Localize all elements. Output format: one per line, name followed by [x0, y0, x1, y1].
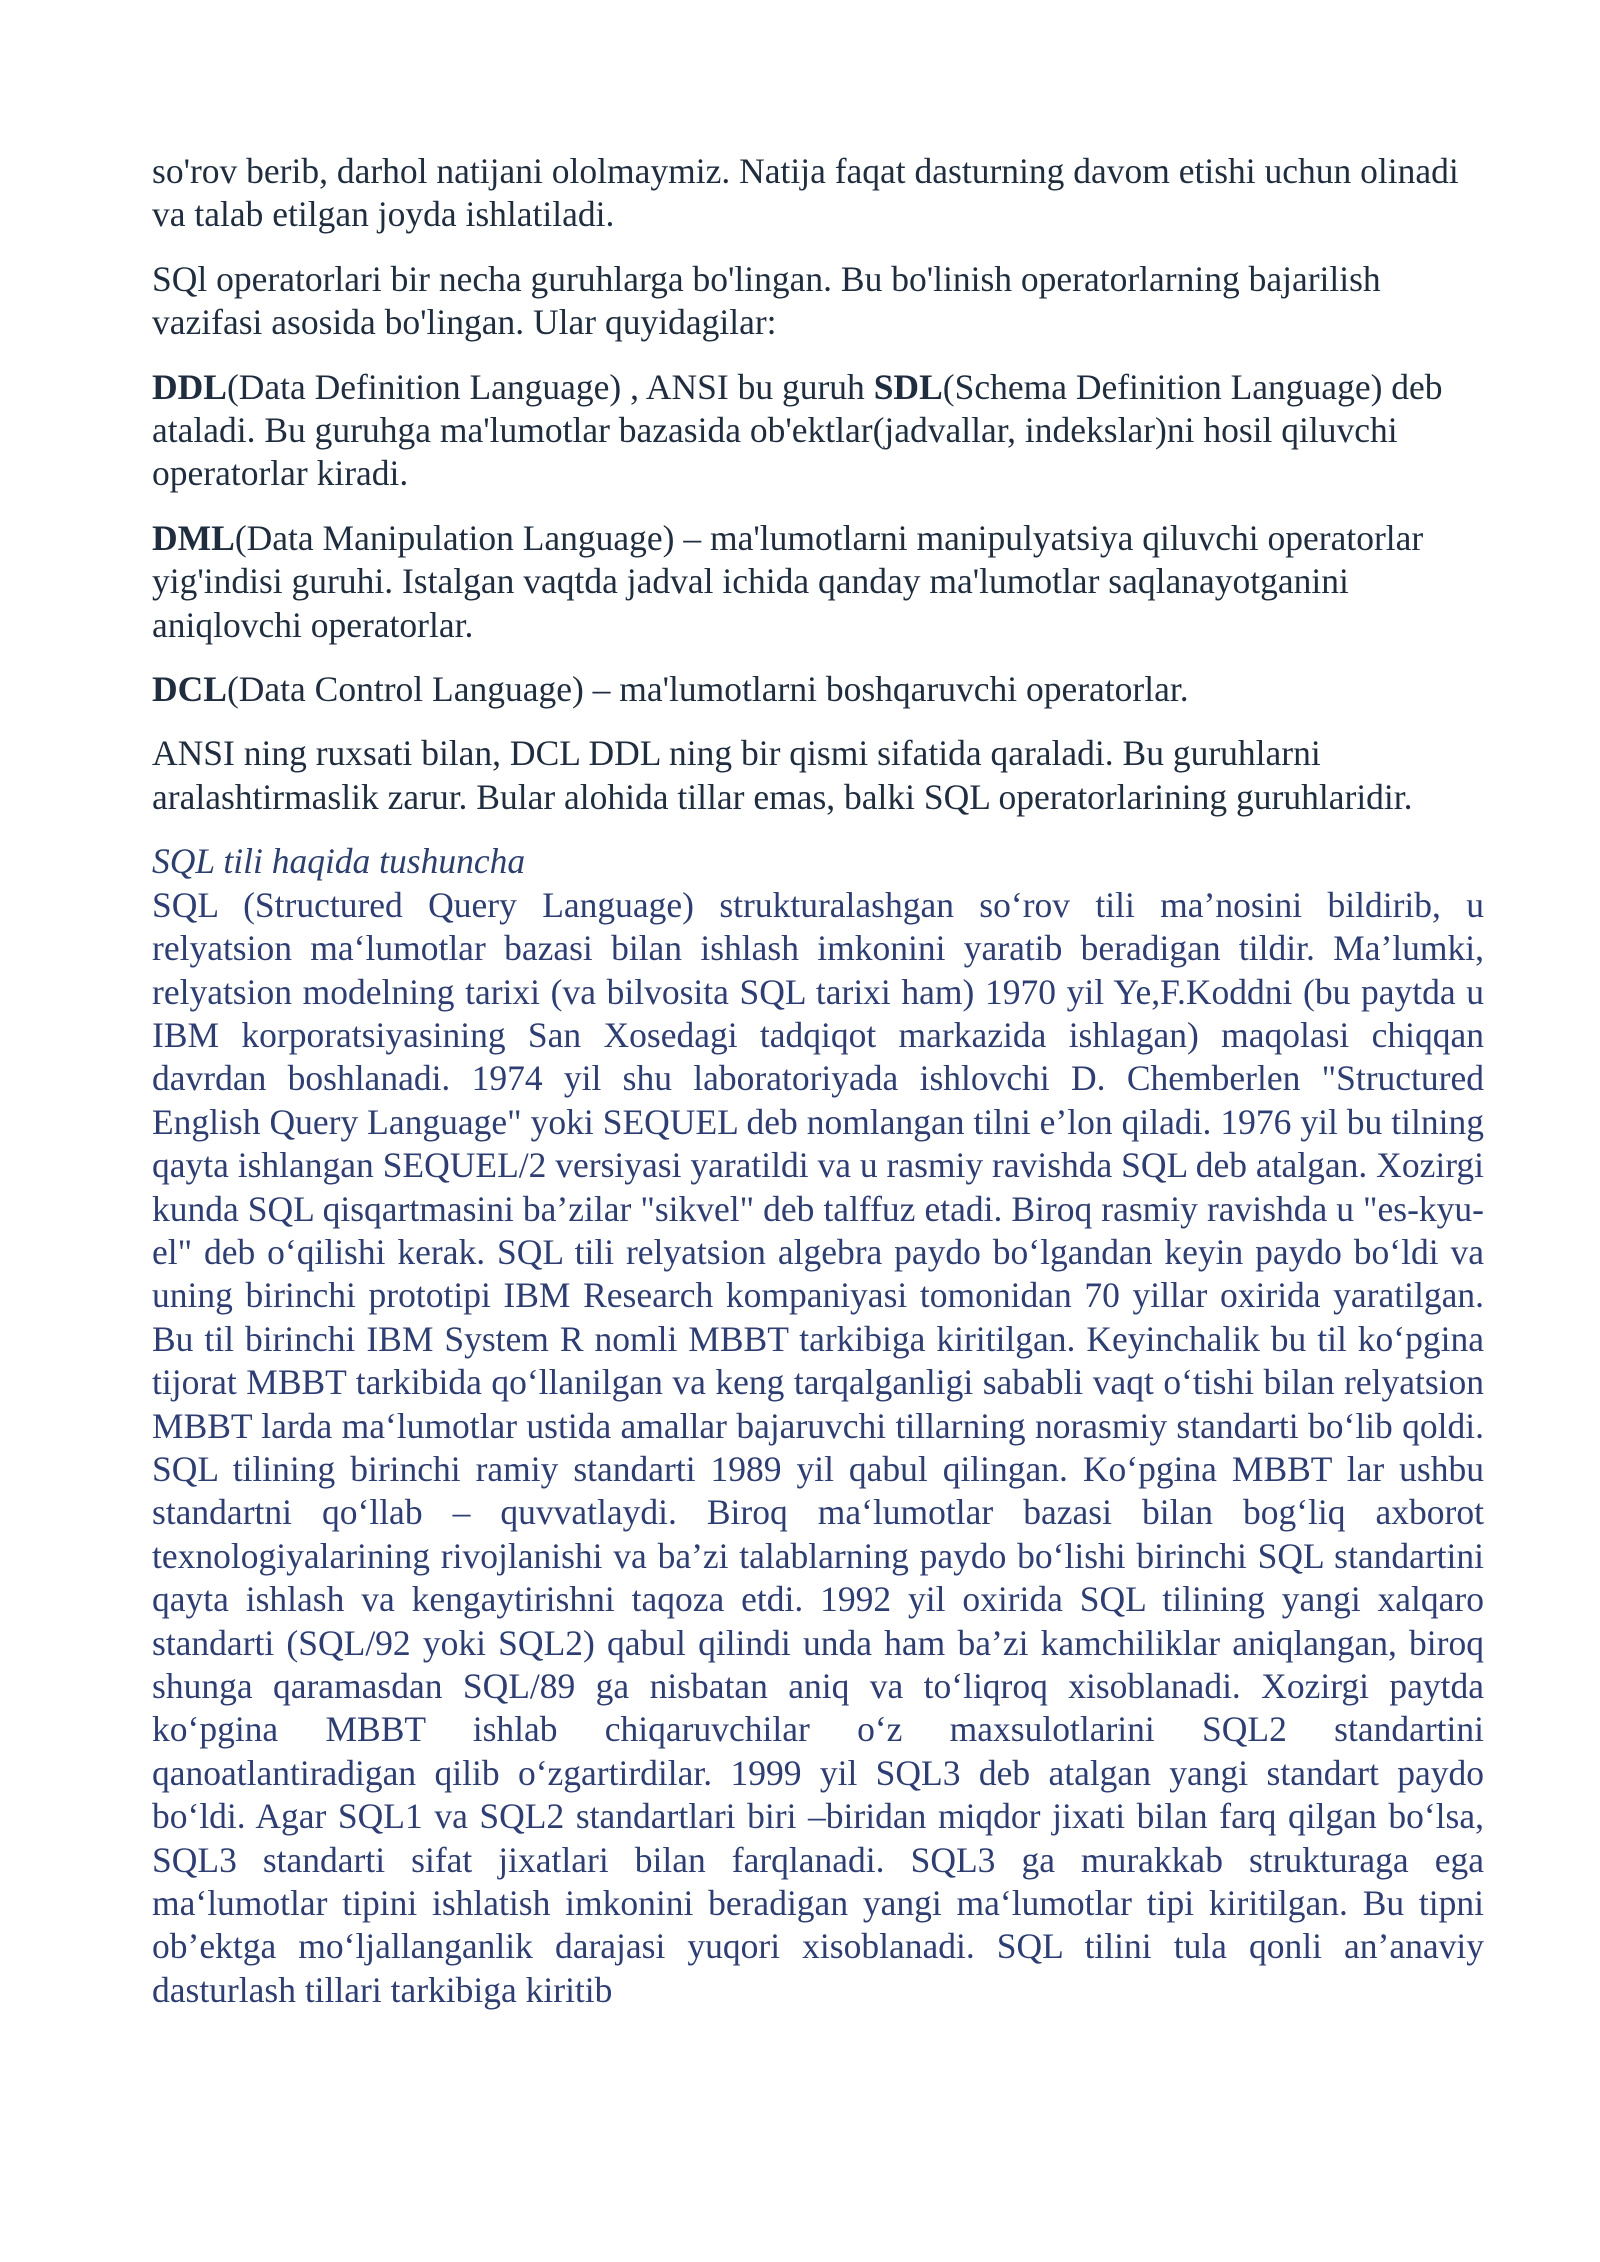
- section-heading: SQL tili haqida tushuncha: [152, 841, 526, 882]
- paragraph-text: (Data Manipulation Language) – ma'lumotlarni manipulyatsiya qiluvchi operatorlar yig'indisi guruhi. Istalgan vaqtda jadval ichida qanday ma'lumotlar saqlanayotganini aniqlovchi operatorlar.: [152, 517, 1424, 645]
- document-page: [152, 150, 1484, 2012]
- paragraph-dcl: [152, 668, 1484, 711]
- term-ddl: DDL: [152, 366, 227, 407]
- section-body: SQL (Structured Query Language) strukturalashgan so‘rov tili ma’nosini bildirib, u relyatsion ma‘lumotlar bazasi bilan ishlash imkonini yaratib beradigan tildir. Ma’lumki, relyatsion modelning tarixi (va bilvosita SQL tarixi ham) 1970 yil Ye,F.Koddni (bu paytda u IBM korporatsiyasining San Xosedagi tadqiqot markazida ishlagan) maqolasi chiqqan davrdan boshlanadi. 1974 yil shu laboratoriyada ishlovchi D. Chemberlen "Structured English Query Language" yoki SEQUEL deb nomlangan tilni e’lon qiladi. 1976 yil bu tilning qayta ishlangan SEQUEL/2 versiyasi yaratildi va u rasmiy ravishda SQL deb atalgan. Xozirgi kunda SQL qisqartmasini ba’zilar "sikvel" deb talffuz etadi. Biroq rasmiy ravishda u "es-kyu-el" deb o‘qilishi kerak. SQL tili relyatsion algebra paydo bo‘lgandan keyin paydo bo‘ldi va uning birinchi prototipi IBM Research kompaniyasi tomonidan 70 yillar oxirida yaratilgan. Bu til birinchi IBM System R nomli MBBT tarkibiga kiritilgan. Keyinchalik bu til ko‘pgina tijorat MBBT tarkibida qo‘llanilgan va keng tarqalganligi sababli vaqt o‘tishi bilan relyatsion MBBT larda ma‘lumotlar ustida amallar bajaruvchi tillarning norasmiy standarti bo‘lib qoldi. SQL tilining birinchi ramiy standarti 1989 yil qabul qilingan. Ko‘pgina MBBT lar ushbu standartni qo‘llab – quvvatlaydi. Biroq ma‘lumotlar bazasi bilan bog‘liq axborot texnologiyalarining rivojlanishi va ba’zi talablarning paydo bo‘lishi birinchi SQL standartini qayta ishlash va kengaytirishni taqoza etdi. 1992 yil oxirida SQL tilining yangi xalqaro standarti (SQL/92 yoki SQL2) qabul qilindi unda ham ba’zi kamchiliklar aniqlangan, biroq shunga qaramasdan SQL/89 ga nisbatan aniq va to‘liqroq xisoblanadi. Xozirgi paytda ko‘pgina MBBT ishlab chiqaruvchilar o‘z maxsulotlarini SQL2 standartini qanoatlantiradigan qilib o‘zgartirdilar. 1999 yil SQL3 deb atalgan yangi standart paydo bo‘ldi. Agar SQL1 va SQL2 standartlari biri –biridan miqdor jixati bilan farq qilgan bo‘lsa, SQL3 standarti sifat jixatlari bilan farqlanadi. SQL3 ga murakkab strukturaga ega ma‘lumotlar tipini ishlatish imkonini beradigan yangi ma‘lumotlar tipi kiritilgan. Bu tipni ob’ektga mo‘ljallanganlik darajasi yuqori xisoblanadi. SQL tilini tula qonli an’anaviy dasturlash tillari tarkibiga kiritib: [152, 884, 1484, 2010]
- paragraph-dml: [152, 517, 1484, 647]
- paragraph-operator-groups: [152, 258, 1484, 345]
- paragraph-query-result: [152, 150, 1484, 237]
- paragraph-text: SQl operatorlari bir necha guruhlarga bo'lingan. Bu bo'linish operatorlarning bajarilish vazifasi asosida bo'lingan. Ular quyidagilar:: [152, 258, 1381, 343]
- paragraph-text: (Data Definition Language) , ANSI bu guruh: [226, 366, 874, 407]
- paragraph-text: (Data Control Language) – ma'lumotlarni boshqaruvchi operatorlar.: [226, 669, 1189, 710]
- paragraph-text: so'rov berib, darhol natijani ololmaymiz. Natija faqat dasturning davom etishi uchun olinadi va talab etilgan joyda ishlatiladi.: [152, 151, 1459, 235]
- term-dcl: DCL: [152, 669, 227, 710]
- paragraph-text: (Schema Definition Language) deb ataladi. Bu guruhga ma'lumotlar bazasida ob'ektlar(jadvallar, indekslar)ni hosil qiluvchi operatorlar kiradi.: [152, 366, 1443, 494]
- paragraph-ansi: [152, 732, 1484, 819]
- paragraph-ddl: [152, 366, 1484, 496]
- term-dml: DML: [152, 517, 235, 558]
- term-sdl: SDL: [873, 366, 943, 407]
- paragraph-text: ANSI ning ruxsati bilan, DCL DDL ning bir qismi sifatida qaraladi. Bu guruhlarni aralashtirmaslik zarur. Bular alohida tillar emas, balki SQL operatorlarining guruhlaridir.: [152, 733, 1413, 817]
